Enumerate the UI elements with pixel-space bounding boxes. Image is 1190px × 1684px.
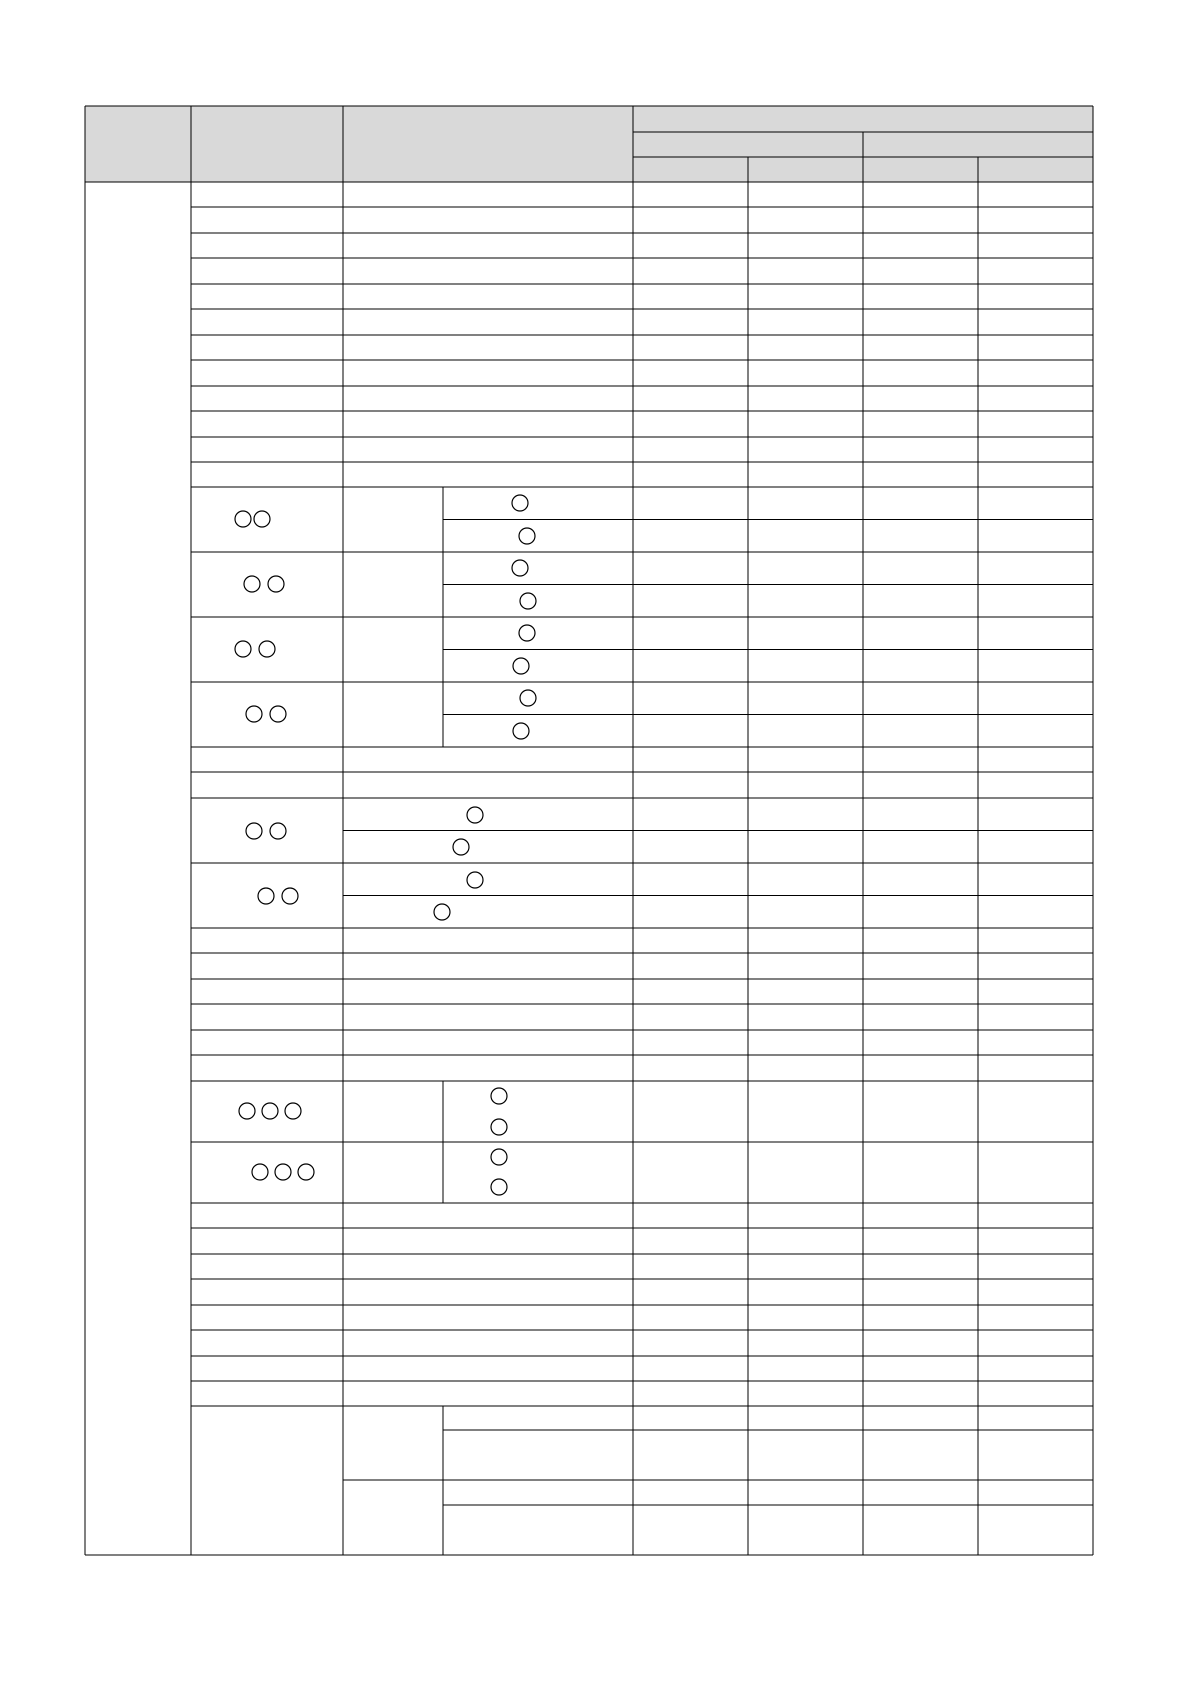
circle-outline-icon: [270, 823, 286, 839]
circle-outline-icon: [512, 560, 528, 576]
circle-outline-icon: [262, 1103, 278, 1119]
circle-outline-icon: [491, 1088, 507, 1104]
circle-outline-icon: [282, 888, 298, 904]
circle-outline-icon: [258, 888, 274, 904]
circle-outline-icon: [259, 641, 275, 657]
circle-outline-icon: [235, 641, 251, 657]
circle-outline-icon: [513, 658, 529, 674]
circle-outline-icon: [246, 823, 262, 839]
circle-outline-icon: [491, 1179, 507, 1195]
table-grid: [85, 106, 1093, 1555]
circle-outline-icon: [285, 1103, 301, 1119]
circle-outline-icon: [520, 690, 536, 706]
circle-marks: [235, 495, 536, 1195]
circle-outline-icon: [453, 839, 469, 855]
circle-outline-icon: [252, 1164, 268, 1180]
circle-outline-icon: [434, 904, 450, 920]
circle-outline-icon: [235, 511, 251, 527]
circle-outline-icon: [491, 1149, 507, 1165]
circle-outline-icon: [491, 1119, 507, 1135]
circle-outline-icon: [519, 528, 535, 544]
circle-outline-icon: [512, 495, 528, 511]
circle-outline-icon: [270, 706, 286, 722]
circle-outline-icon: [246, 706, 262, 722]
header-shading: [85, 106, 1093, 182]
circle-outline-icon: [275, 1164, 291, 1180]
circle-outline-icon: [467, 807, 483, 823]
circle-outline-icon: [467, 872, 483, 888]
circle-outline-icon: [244, 576, 260, 592]
circle-outline-icon: [254, 511, 270, 527]
circle-outline-icon: [513, 723, 529, 739]
circle-outline-icon: [520, 593, 536, 609]
circle-outline-icon: [519, 625, 535, 641]
circle-outline-icon: [239, 1103, 255, 1119]
circle-outline-icon: [268, 576, 284, 592]
circle-outline-icon: [298, 1164, 314, 1180]
